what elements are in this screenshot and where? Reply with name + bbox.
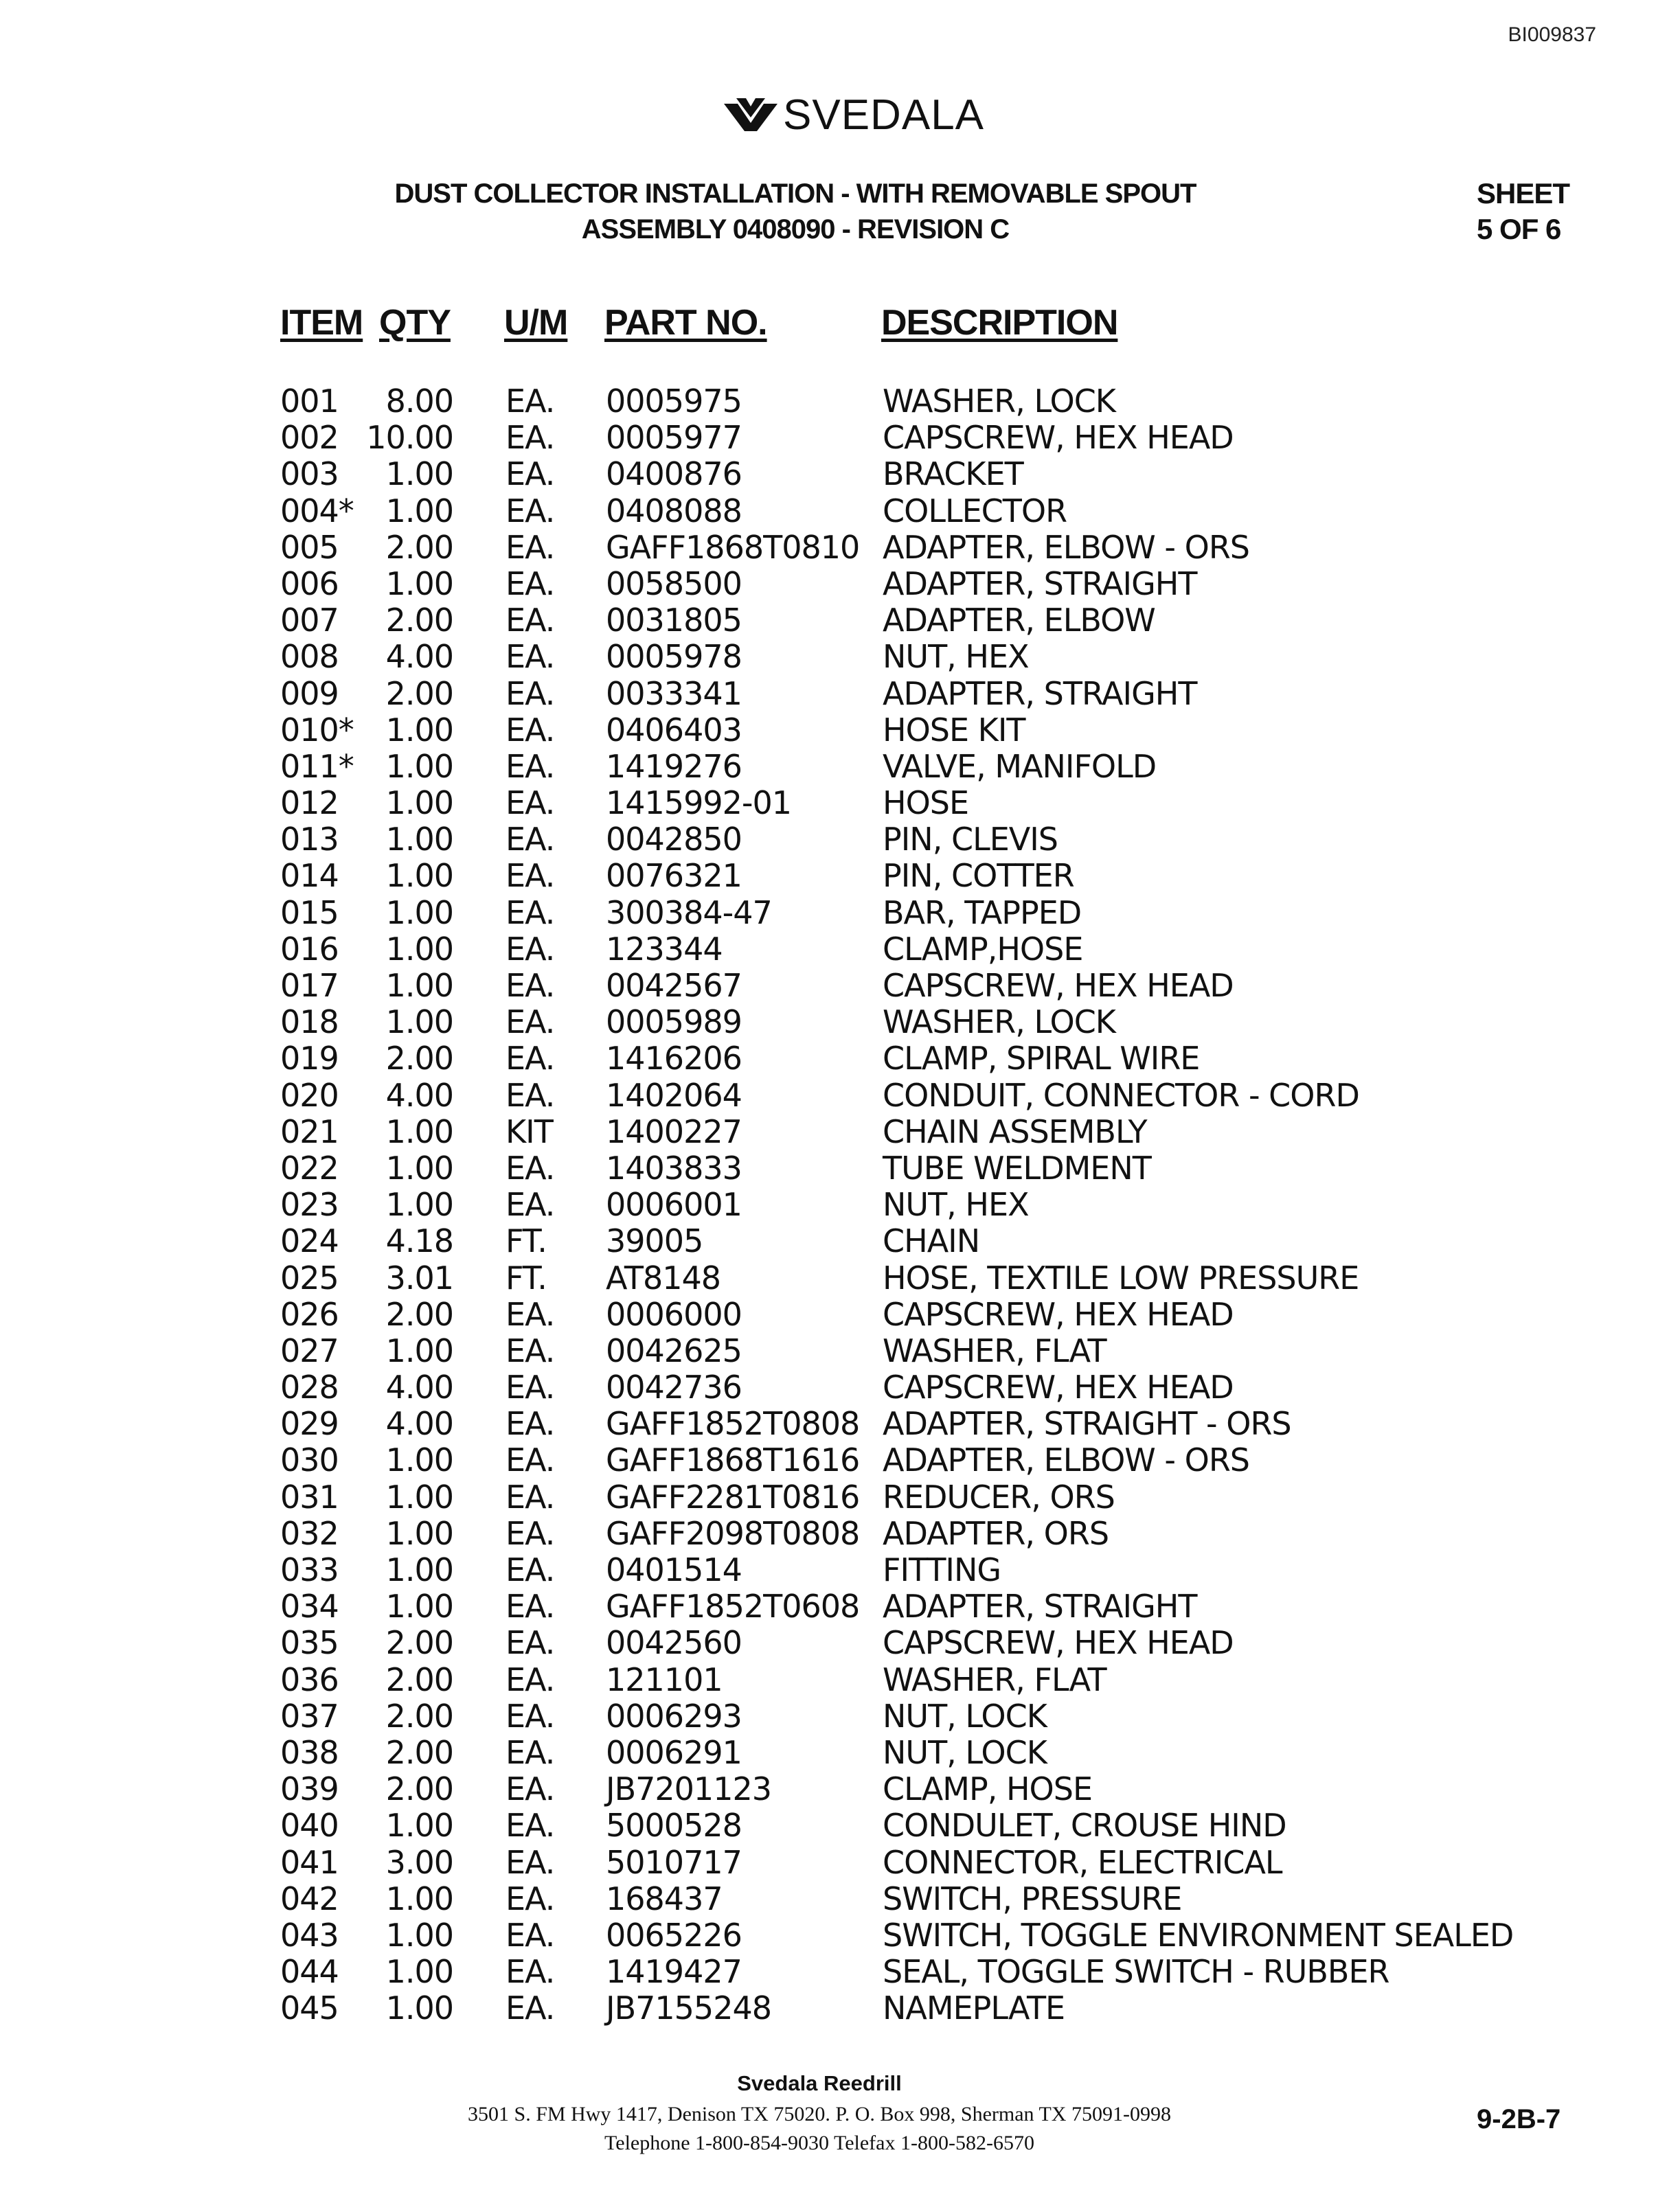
item-cell: 013: [280, 821, 339, 858]
table-row: [0, 968, 1680, 1004]
qty-cell: 1.00: [385, 1113, 453, 1150]
table-row: [0, 456, 1680, 492]
part-number-cell: 0006001: [606, 1186, 742, 1224]
part-number-cell: 0006293: [606, 1697, 742, 1735]
part-number-cell: 121101: [606, 1661, 723, 1698]
part-number-cell: 1416206: [606, 1040, 742, 1077]
qty-cell: 1.00: [385, 1551, 453, 1588]
description-cell: ADAPTER, STRAIGHT: [883, 1588, 1197, 1626]
description-cell: HOSE KIT: [883, 711, 1025, 749]
part-number-cell: 0005975: [606, 383, 742, 420]
description-cell: ADAPTER, ELBOW - ORS: [883, 1441, 1249, 1479]
um-cell: EA.: [506, 1661, 555, 1698]
column-header-item: ITEM: [280, 303, 363, 343]
description-cell: CAPSCREW, HEX HEAD: [883, 1624, 1234, 1662]
item-cell: 006: [280, 564, 339, 602]
part-number-cell: GAFF2281T0816: [606, 1478, 860, 1516]
part-number-cell: 0076321: [606, 857, 742, 895]
item-cell: 015: [280, 893, 339, 931]
um-cell: EA.: [506, 1697, 555, 1735]
item-cell: 020: [280, 1076, 339, 1114]
qty-cell: 2.00: [385, 674, 453, 712]
table-row: [0, 1114, 1680, 1150]
um-cell: EA.: [506, 711, 555, 749]
table-row: [0, 1406, 1680, 1442]
description-cell: NAMEPLATE: [883, 1989, 1065, 2027]
column-header-part-no: PART NO.: [604, 303, 767, 343]
part-number-cell: AT8148: [606, 1259, 721, 1297]
qty-cell: 1.00: [385, 784, 453, 822]
item-cell: 042: [280, 1880, 339, 1917]
um-cell: EA.: [506, 747, 555, 785]
qty-cell: 2.00: [385, 602, 453, 639]
qty-cell: 10.00: [366, 419, 453, 457]
part-number-cell: 5000528: [606, 1807, 742, 1845]
table-row: [0, 383, 1680, 420]
item-cell: 027: [280, 1332, 339, 1369]
um-cell: EA.: [506, 638, 555, 676]
table-row: [0, 1479, 1680, 1516]
table-row: [0, 602, 1680, 639]
um-cell: EA.: [506, 383, 555, 420]
description-cell: ADAPTER, STRAIGHT - ORS: [883, 1405, 1291, 1443]
item-cell: 005: [280, 528, 339, 566]
um-cell: EA.: [506, 1186, 555, 1224]
title-line-2: ASSEMBLY 0408090 - REVISION C: [581, 214, 1010, 244]
item-cell: 045: [280, 1989, 339, 2027]
part-number-cell: GAFF1852T0608: [606, 1588, 860, 1626]
item-cell: 033: [280, 1551, 339, 1588]
table-row: [0, 931, 1680, 968]
table-row: [0, 1004, 1680, 1040]
description-cell: NUT, HEX: [883, 1186, 1029, 1224]
table-row: [0, 1954, 1680, 1990]
part-number-cell: 0401514: [606, 1551, 742, 1588]
description-cell: ADAPTER, ELBOW: [883, 602, 1155, 639]
qty-cell: 3.00: [385, 1843, 453, 1881]
qty-cell: 1.00: [385, 1953, 453, 1991]
table-row: [0, 1187, 1680, 1223]
um-cell: EA.: [506, 602, 555, 639]
table-row: [0, 785, 1680, 821]
logo-text: SVEDALA: [783, 91, 985, 139]
table-row: [0, 1625, 1680, 1661]
item-cell: 012: [280, 784, 339, 822]
item-cell: 018: [280, 1003, 339, 1041]
part-number-cell: 0042850: [606, 821, 742, 858]
table-row: [0, 1662, 1680, 1698]
item-cell: 030: [280, 1441, 339, 1479]
description-cell: PIN, COTTER: [883, 857, 1074, 895]
um-cell: EA.: [506, 1843, 555, 1881]
qty-cell: 1.00: [385, 967, 453, 1004]
qty-cell: 2.00: [385, 1733, 453, 1771]
description-cell: CHAIN ASSEMBLY: [883, 1113, 1147, 1150]
um-cell: EA.: [506, 455, 555, 493]
part-number-cell: JB7155248: [606, 1989, 771, 2027]
table-row: [0, 712, 1680, 749]
qty-cell: 1.00: [385, 455, 453, 493]
part-number-cell: 0005989: [606, 1003, 742, 1041]
column-header-qty: QTY: [379, 303, 451, 343]
item-cell: 036: [280, 1661, 339, 1698]
um-cell: EA.: [506, 674, 555, 712]
item-cell: 034: [280, 1588, 339, 1626]
part-number-cell: 0006291: [606, 1733, 742, 1771]
item-cell: 038: [280, 1733, 339, 1771]
qty-cell: 2.00: [385, 1661, 453, 1698]
qty-cell: 1.00: [385, 1588, 453, 1626]
table-row: [0, 749, 1680, 785]
item-cell: 016: [280, 930, 339, 968]
um-cell: EA.: [506, 1807, 555, 1845]
qty-cell: 2.00: [385, 1697, 453, 1735]
item-cell: 002: [280, 419, 339, 457]
part-number-cell: 0005978: [606, 638, 742, 676]
part-number-cell: 0033341: [606, 674, 742, 712]
sheet-indicator: [1477, 176, 1569, 247]
qty-cell: 1.00: [385, 1186, 453, 1224]
item-cell: 037: [280, 1697, 339, 1735]
um-cell: KIT: [506, 1113, 553, 1150]
qty-cell: 2.00: [385, 1295, 453, 1333]
qty-cell: 1.00: [385, 1989, 453, 2027]
um-cell: EA.: [506, 1441, 555, 1479]
part-number-cell: 0042560: [606, 1624, 742, 1662]
table-row: [0, 1881, 1680, 1917]
part-number-cell: 168437: [606, 1880, 723, 1917]
table-row: [0, 529, 1680, 566]
footer-address: 3501 S. FM Hwy 1417, Denison TX 75020. P. O. Box 998, Sherman TX 75091-0998: [468, 2103, 1171, 2125]
part-number-cell: GAFF2098T0808: [606, 1514, 860, 1552]
qty-cell: 2.00: [385, 1770, 453, 1808]
um-cell: EA.: [506, 1733, 555, 1771]
item-cell: 017: [280, 967, 339, 1004]
part-number-cell: 1402064: [606, 1076, 742, 1114]
table-row: [0, 1698, 1680, 1735]
table-row: [0, 1845, 1680, 1881]
item-cell: 041: [280, 1843, 339, 1881]
table-row: [0, 676, 1680, 712]
svedala-chevron-logo-icon: [723, 97, 779, 133]
table-row: [0, 1990, 1680, 2027]
description-cell: HOSE, TEXTILE LOW PRESSURE: [883, 1259, 1359, 1297]
part-number-cell: 1419276: [606, 747, 742, 785]
um-cell: EA.: [506, 1514, 555, 1552]
description-cell: WASHER, FLAT: [883, 1332, 1106, 1369]
um-cell: EA.: [506, 528, 555, 566]
table-row: [0, 1588, 1680, 1625]
qty-cell: 2.00: [385, 1040, 453, 1077]
qty-cell: 1.00: [385, 893, 453, 931]
description-cell: BAR, TAPPED: [883, 893, 1082, 931]
description-cell: COLLECTOR: [883, 492, 1067, 529]
um-cell: EA.: [506, 784, 555, 822]
description-cell: CONNECTOR, ELECTRICAL: [883, 1843, 1282, 1881]
qty-cell: 1.00: [385, 930, 453, 968]
column-header-description: DESCRIPTION: [881, 303, 1118, 343]
qty-cell: 1.00: [385, 1441, 453, 1479]
table-row: [0, 1771, 1680, 1807]
description-cell: ADAPTER, ELBOW - ORS: [883, 528, 1249, 566]
part-number-cell: 0042567: [606, 967, 742, 1004]
table-row: [0, 1260, 1680, 1297]
description-cell: CAPSCREW, HEX HEAD: [883, 1369, 1234, 1406]
qty-cell: 4.00: [385, 1076, 453, 1114]
qty-cell: 3.01: [385, 1259, 453, 1297]
qty-cell: 1.00: [385, 564, 453, 602]
um-cell: EA.: [506, 967, 555, 1004]
table-row: [0, 1442, 1680, 1479]
item-cell: 003: [280, 455, 339, 493]
item-cell: 044: [280, 1953, 339, 1991]
um-cell: EA.: [506, 1880, 555, 1917]
item-cell: 043: [280, 1916, 339, 1954]
part-number-cell: GAFF1868T0810: [606, 528, 860, 566]
table-row: [0, 858, 1680, 894]
table-row: [0, 1040, 1680, 1077]
table-row: [0, 1297, 1680, 1333]
description-cell: CAPSCREW, HEX HEAD: [883, 419, 1234, 457]
part-number-cell: 300384-47: [606, 893, 772, 931]
document-title: [0, 176, 1680, 247]
part-number-cell: 0065226: [606, 1916, 742, 1954]
item-cell: 025: [280, 1259, 339, 1297]
item-cell: 024: [280, 1222, 339, 1260]
description-cell: SEAL, TOGGLE SWITCH - RUBBER: [883, 1953, 1389, 1991]
part-number-cell: GAFF1852T0808: [606, 1405, 860, 1443]
description-cell: ADAPTER, STRAIGHT: [883, 564, 1197, 602]
parts-list: [0, 383, 1680, 2027]
part-number-cell: 0406403: [606, 711, 742, 749]
table-row: [0, 1735, 1680, 1771]
column-header-um: U/M: [504, 303, 568, 343]
part-number-cell: 0042736: [606, 1369, 742, 1406]
description-cell: CAPSCREW, HEX HEAD: [883, 967, 1234, 1004]
part-number-cell: 0005977: [606, 419, 742, 457]
qty-cell: 1.00: [385, 1003, 453, 1041]
part-number-cell: 0058500: [606, 564, 742, 602]
description-cell: ADAPTER, STRAIGHT: [883, 674, 1197, 712]
part-number-cell: 1400227: [606, 1113, 742, 1150]
table-row: [0, 1552, 1680, 1588]
description-cell: WASHER, LOCK: [883, 1003, 1115, 1041]
qty-cell: 1.00: [385, 1478, 453, 1516]
description-cell: PIN, CLEVIS: [883, 821, 1058, 858]
qty-cell: 4.00: [385, 1369, 453, 1406]
um-cell: EA.: [506, 1040, 555, 1077]
um-cell: EA.: [506, 857, 555, 895]
sheet-value: 5 OF 6: [1477, 213, 1561, 245]
qty-cell: 1.00: [385, 1514, 453, 1552]
item-cell: 021: [280, 1113, 339, 1150]
item-cell: 035: [280, 1624, 339, 1662]
description-cell: CLAMP,HOSE: [883, 930, 1083, 968]
part-number-cell: 0400876: [606, 455, 742, 493]
description-cell: SWITCH, PRESSURE: [883, 1880, 1182, 1917]
description-cell: CONDUIT, CONNECTOR - CORD: [883, 1076, 1359, 1114]
qty-cell: 1.00: [385, 821, 453, 858]
item-cell: 040: [280, 1807, 339, 1845]
page-number: 9-2B-7: [1477, 2104, 1561, 2134]
table-row: [0, 821, 1680, 858]
description-cell: CAPSCREW, HEX HEAD: [883, 1295, 1234, 1333]
um-cell: EA.: [506, 1551, 555, 1588]
description-cell: CHAIN: [883, 1222, 980, 1260]
item-cell: 014: [280, 857, 339, 895]
description-cell: SWITCH, TOGGLE ENVIRONMENT SEALED: [883, 1916, 1514, 1954]
um-cell: EA.: [506, 1916, 555, 1954]
um-cell: EA.: [506, 1076, 555, 1114]
part-number-cell: 1415992-01: [606, 784, 791, 822]
item-cell: 008: [280, 638, 339, 676]
um-cell: EA.: [506, 1953, 555, 1991]
um-cell: EA.: [506, 1478, 555, 1516]
table-row: [0, 493, 1680, 529]
description-cell: NUT, LOCK: [883, 1697, 1047, 1735]
qty-cell: 1.00: [385, 747, 453, 785]
description-cell: WASHER, LOCK: [883, 383, 1115, 420]
part-number-cell: 0042625: [606, 1332, 742, 1369]
description-cell: CLAMP, HOSE: [883, 1770, 1093, 1808]
qty-cell: 1.00: [385, 1807, 453, 1845]
table-row: [0, 1077, 1680, 1114]
description-cell: HOSE: [883, 784, 969, 822]
qty-cell: 2.00: [385, 528, 453, 566]
um-cell: EA.: [506, 1149, 555, 1187]
item-cell: 011*: [280, 747, 354, 785]
qty-cell: 8.00: [385, 383, 453, 420]
um-cell: EA.: [506, 1770, 555, 1808]
part-number-cell: 123344: [606, 930, 723, 968]
item-cell: 010*: [280, 711, 354, 749]
description-cell: NUT, LOCK: [883, 1733, 1047, 1771]
qty-cell: 1.00: [385, 1916, 453, 1954]
part-number-cell: GAFF1868T1616: [606, 1441, 860, 1479]
um-cell: EA.: [506, 419, 555, 457]
part-number-cell: 1419427: [606, 1953, 742, 1991]
qty-cell: 1.00: [385, 1880, 453, 1917]
item-cell: 023: [280, 1186, 339, 1224]
qty-cell: 1.00: [385, 711, 453, 749]
um-cell: EA.: [506, 1588, 555, 1626]
part-number-cell: 39005: [606, 1222, 703, 1260]
item-cell: 028: [280, 1369, 339, 1406]
description-cell: CONDULET, CROUSE HIND: [883, 1807, 1286, 1845]
description-cell: BRACKET: [883, 455, 1023, 493]
item-cell: 031: [280, 1478, 339, 1516]
item-cell: 026: [280, 1295, 339, 1333]
qty-cell: 1.00: [385, 857, 453, 895]
um-cell: EA.: [506, 492, 555, 529]
qty-cell: 1.00: [385, 1149, 453, 1187]
qty-cell: 4.00: [385, 1405, 453, 1443]
um-cell: EA.: [506, 1405, 555, 1443]
item-cell: 039: [280, 1770, 339, 1808]
um-cell: EA.: [506, 893, 555, 931]
title-line-1: DUST COLLECTOR INSTALLATION - WITH REMOVABLE SPOUT: [394, 179, 1196, 209]
table-row: [0, 420, 1680, 456]
um-cell: EA.: [506, 1369, 555, 1406]
sheet-label: SHEET: [1477, 177, 1570, 209]
document-id: BI009837: [1508, 23, 1596, 46]
um-cell: EA.: [506, 1332, 555, 1369]
um-cell: FT.: [506, 1259, 547, 1297]
table-row: [0, 1917, 1680, 1954]
item-cell: 007: [280, 602, 339, 639]
um-cell: FT.: [506, 1222, 547, 1260]
table-row: [0, 639, 1680, 675]
description-cell: FITTING: [883, 1551, 1001, 1588]
um-cell: EA.: [506, 1624, 555, 1662]
um-cell: EA.: [506, 1003, 555, 1041]
table-row: [0, 1223, 1680, 1259]
qty-cell: 1.00: [385, 492, 453, 529]
description-cell: REDUCER, ORS: [883, 1478, 1115, 1516]
svedala-logo: [723, 91, 984, 139]
description-cell: NUT, HEX: [883, 638, 1029, 676]
description-cell: TUBE WELDMENT: [883, 1149, 1151, 1187]
part-number-cell: 5010717: [606, 1843, 742, 1881]
description-cell: CLAMP, SPIRAL WIRE: [883, 1040, 1200, 1077]
table-row: [0, 1516, 1680, 1552]
um-cell: EA.: [506, 930, 555, 968]
um-cell: EA.: [506, 821, 555, 858]
item-cell: 019: [280, 1040, 339, 1077]
item-cell: 004*: [280, 492, 354, 529]
table-row: [0, 1333, 1680, 1369]
part-number-cell: 1403833: [606, 1149, 742, 1187]
um-cell: EA.: [506, 1989, 555, 2027]
description-cell: WASHER, FLAT: [883, 1661, 1106, 1698]
item-cell: 001: [280, 383, 339, 420]
um-cell: EA.: [506, 564, 555, 602]
part-number-cell: 0031805: [606, 602, 742, 639]
qty-cell: 4.18: [385, 1222, 453, 1260]
table-row: [0, 1369, 1680, 1406]
description-cell: ADAPTER, ORS: [883, 1514, 1109, 1552]
item-cell: 009: [280, 674, 339, 712]
part-number-cell: 0006000: [606, 1295, 742, 1333]
qty-cell: 1.00: [385, 1332, 453, 1369]
qty-cell: 2.00: [385, 1624, 453, 1662]
item-cell: 022: [280, 1149, 339, 1187]
table-row: [0, 566, 1680, 602]
item-cell: 029: [280, 1405, 339, 1443]
table-row: [0, 1150, 1680, 1187]
table-row: [0, 1807, 1680, 1844]
um-cell: EA.: [506, 1295, 555, 1333]
table-row: [0, 895, 1680, 931]
part-number-cell: JB7201123: [606, 1770, 771, 1808]
part-number-cell: 0408088: [606, 492, 742, 529]
footer-phone: Telephone 1-800-854-9030 Telefax 1-800-582-6570: [604, 2132, 1034, 2154]
qty-cell: 4.00: [385, 638, 453, 676]
description-cell: VALVE, MANIFOLD: [883, 747, 1157, 785]
item-cell: 032: [280, 1514, 339, 1552]
footer-company: Svedala Reedrill: [737, 2071, 902, 2095]
